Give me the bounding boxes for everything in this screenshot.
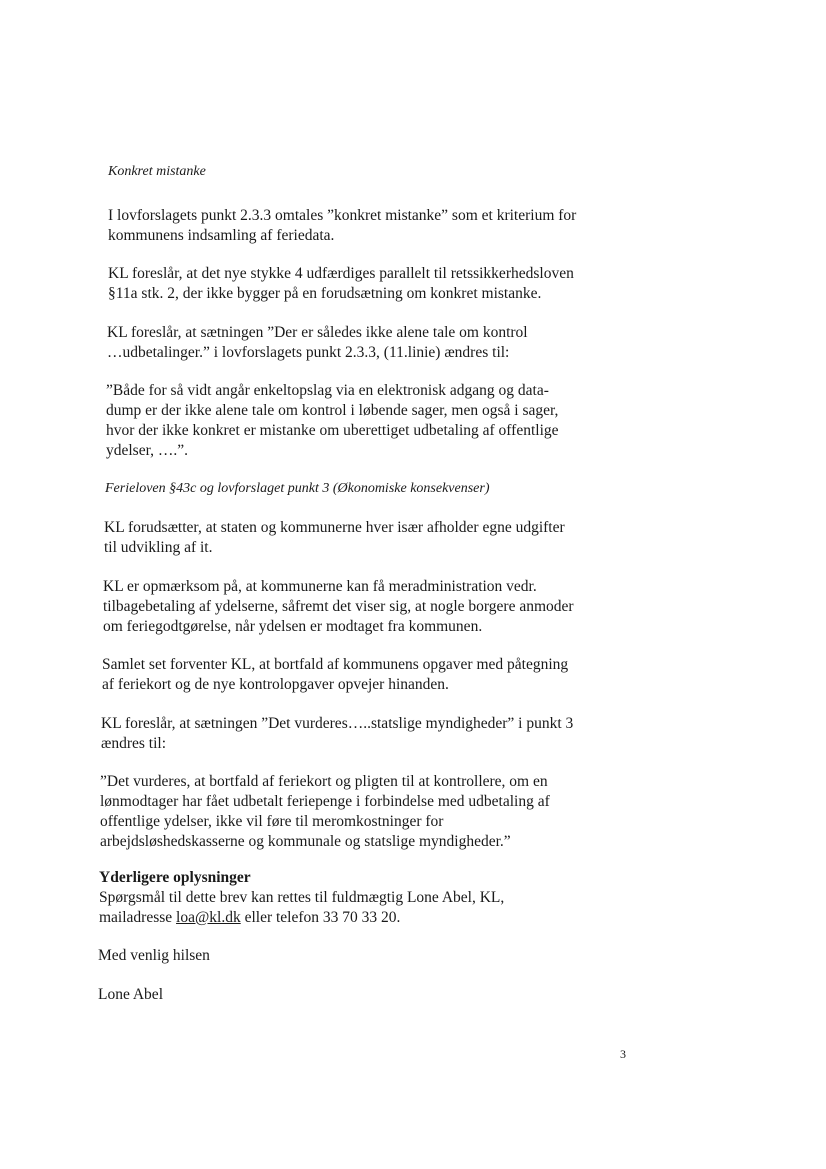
quoted-paragraph — [100, 772, 550, 852]
text-line — [99, 908, 504, 928]
text-fragment: mailadresse — [99, 909, 177, 926]
contact-heading: Yderligere oplysninger — [99, 869, 251, 886]
text-line: ”Det vurderes, at bortfald af feriekort og pligten til at kontrollere, om en — [100, 773, 548, 790]
closing-greeting: Med venlig hilsen — [98, 947, 210, 964]
paragraph — [108, 264, 574, 304]
text-line: offentlige ydelser, ikke vil føre til meromkostninger for — [100, 813, 444, 830]
text-line: dump er der ikke alene tale om kontrol i løbende sager, men også i sager, — [106, 402, 559, 419]
page-number: 3 — [620, 1047, 626, 1061]
signature-name: Lone Abel — [98, 986, 163, 1003]
text-line: KL forudsætter, at staten og kommunerne hver især afholder egne udgifter — [104, 519, 565, 536]
text-line: ændres til: — [101, 735, 167, 752]
paragraph — [103, 577, 574, 637]
text-line: KL foreslår, at det nye stykke 4 udfærdiges parallelt til retssikkerhedsloven — [108, 265, 574, 282]
section-heading-konkret-mistanke: Konkret mistanke — [108, 164, 206, 179]
text-line: KL foreslår, at sætningen ”Der er således ikke alene tale om kontrol — [107, 324, 528, 341]
text-line: ydelser, ….”. — [106, 442, 189, 459]
text-line: hvor der ikke konkret er mistanke om uberettiget udbetaling af offentlige — [106, 422, 559, 439]
paragraph — [108, 206, 576, 246]
text-fragment: eller telefon 33 70 33 20. — [240, 909, 401, 926]
text-line: Spørgsmål til dette brev kan rettes til fuldmægtig Lone Abel, KL, — [99, 889, 505, 906]
text-line: §11a stk. 2, der ikke bygger på en forudsætning om konkret mistanke. — [108, 285, 542, 302]
text-line: lønmodtager har fået udbetalt feriepenge i forbindelse med udbetaling af — [100, 793, 550, 810]
text-line: ”Både for så vidt angår enkeltopslag via en elektronisk adgang og data- — [106, 382, 549, 399]
contact-paragraph — [99, 888, 504, 928]
paragraph — [102, 655, 568, 695]
text-line: Samlet set forventer KL, at bortfald af kommunens opgaver med påtegning — [102, 656, 569, 673]
text-line: arbejdsløshedskasserne og kommunale og statslige myndigheder.” — [100, 833, 511, 850]
text-line: KL foreslår, at sætningen ”Det vurderes…..statslige myndigheder” i punkt 3 — [101, 715, 574, 732]
text-line: kommunens indsamling af feriedata. — [108, 227, 335, 244]
paragraph — [104, 518, 565, 558]
paragraph — [107, 323, 528, 363]
paragraph — [101, 714, 573, 754]
text-line: tilbagebetaling af ydelserne, såfremt det viser sig, at nogle borgere anmoder — [103, 598, 574, 615]
section-heading-ferieloven: Ferieloven §43c og lovforslaget punkt 3 (Økonomiske konsekvenser) — [105, 481, 490, 496]
email-link[interactable]: loa@kl.dk — [176, 909, 241, 926]
quoted-paragraph — [106, 381, 559, 461]
text-line: KL er opmærksom på, at kommunerne kan få meradministration vedr. — [103, 578, 537, 595]
text-line: af feriekort og de nye kontrolopgaver opvejer hinanden. — [102, 676, 449, 693]
text-line: til udvikling af it. — [104, 539, 213, 556]
text-line: om feriegodtgørelse, når ydelsen er modtaget fra kommunen. — [103, 618, 483, 635]
text-line: I lovforslagets punkt 2.3.3 omtales ”konkret mistanke” som et kriterium for — [108, 207, 577, 224]
text-line: …udbetalinger.” i lovforslagets punkt 2.3.3, (11.linie) ændres til: — [107, 344, 510, 361]
